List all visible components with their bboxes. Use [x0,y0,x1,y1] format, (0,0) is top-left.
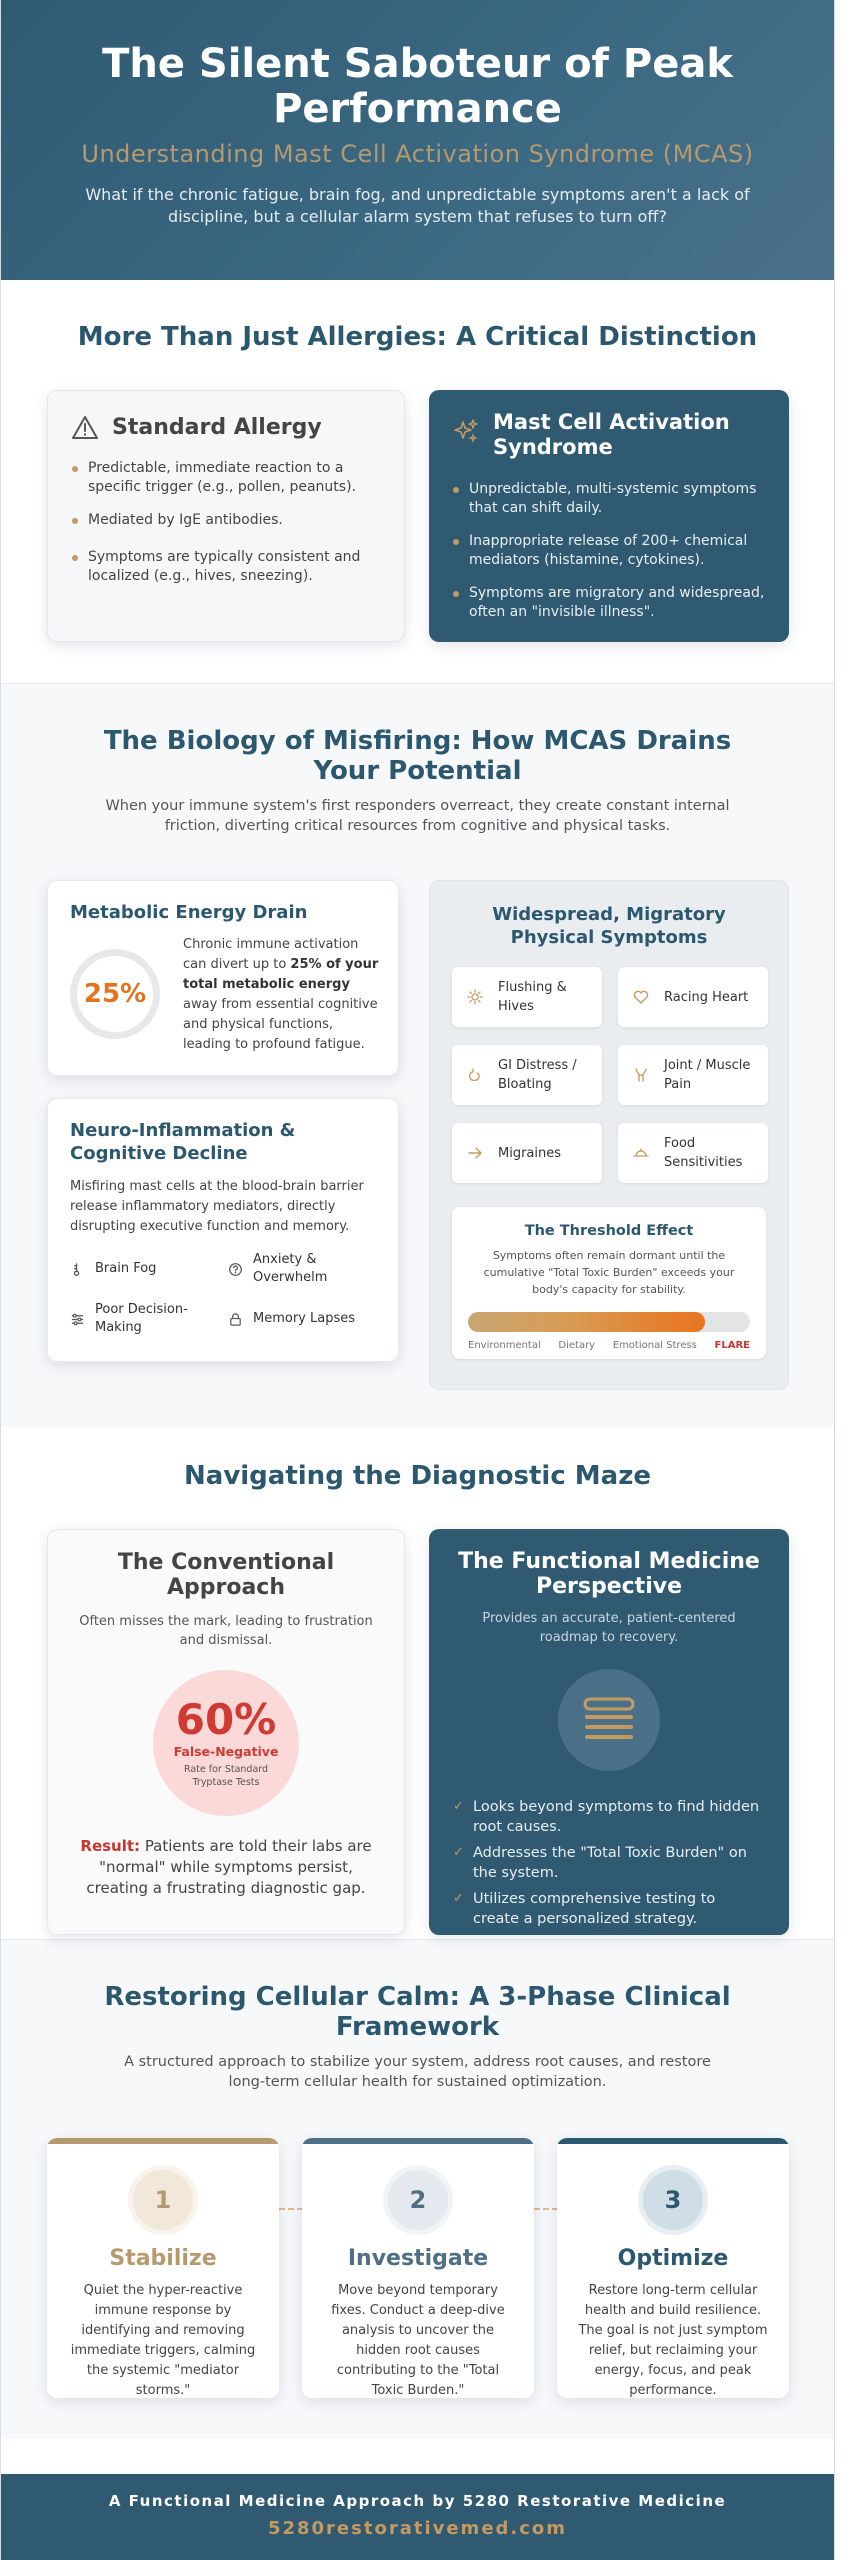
footer-website-link[interactable]: 5280restorativemed.com [267,2518,568,2539]
energy-stat: 25% [83,979,147,1009]
symptom-food-sensitivities: Food Sensitivities [618,1123,768,1183]
framework-subtitle: A structured approach to stabilize your system, address root causes, and restore long-term cellular health for sustained optimization. [124,2054,711,2090]
functional-bullet: ✓ Looks beyond symptoms to find hidden root causes. [453,1797,765,1837]
phase-topbar [557,2138,789,2144]
allergy-bullet: Predictable, immediate reaction to a specific trigger (e.g., pollen, peanuts). [70,459,382,497]
standard-allergy-title: Standard Allergy [112,415,322,440]
threshold-bar-fill [468,1312,705,1332]
conventional-approach-card [47,1529,405,1935]
symptom-migraines: Migraines [452,1123,602,1183]
neuro-title: Neuro-Inflammation & Cognitive Decline [70,1120,296,1164]
conventional-title: The Conventional Approach [117,1550,335,1600]
page-subtitle: Understanding Mast Cell Activation Syndrome (MCAS) [81,140,754,168]
false-negative-percent: 60% [175,1694,277,1744]
mcas-bullet: Inappropriate release of 200+ chemical mediators (histamine, cytokines). [451,532,767,570]
phase-number: 2 [388,2170,448,2230]
sparkles-icon [451,416,481,446]
page-title: The Silent Saboteur of Peak Performance [102,41,733,132]
biology-title: The Biology of Misfiring: How MCAS Drains Your Potential [103,726,732,786]
sun-icon [466,988,484,1006]
energy-gauge [70,949,160,1039]
mcas-bullet: Symptoms are migratory and widespread, often an "invisible illness". [451,584,767,622]
threshold-title: The Threshold Effect [524,1223,694,1239]
functional-bullet: ✓ Addresses the "Total Toxic Burden" on the system. [453,1843,765,1883]
phase-text: Quiet the hyper-reactive immune response by identifying and removing immediate triggers, calming the systemic "mediator storms." [70,2283,256,2398]
allergy-bullet: Mediated by IgE antibodies. [70,511,382,530]
conventional-result: Result: Patients are told their labs are "normal" while symptoms persist, creating a frustrating diagnostic gap. [80,1837,372,1897]
dish-icon [632,1144,650,1162]
framework-section [1,1939,834,2439]
phase-connector [534,2208,558,2210]
biology-subtitle: When your immune system's first responders overreact, they create constant internal friction, diverting critical resources from cognitive and physical tasks. [105,798,730,834]
physical-symptoms-panel [429,880,789,1390]
threshold-effect-card [452,1207,766,1359]
stomach-icon [466,1066,484,1084]
bar-label-environmental: Environmental [468,1340,541,1351]
functional-title: The Functional Medicine Perspective [458,1549,760,1599]
layers-icon-circle [558,1669,660,1771]
threshold-desc: Symptoms often remain dormant until the cumulative "Total Toxic Burden" exceeds your body's capacity for stability. [483,1249,735,1296]
neuro-item-anxiety: Anxiety & Overwhelm [228,1251,378,1287]
metabolic-text: Chronic immune activation can divert up to 25% of your total metabolic energy away from essential cognitive and physical functions, leading to profound fatigue. [183,937,379,1052]
thermometer-icon [70,1262,85,1277]
phase-title: Stabilize [109,2246,217,2271]
joint-icon [632,1066,650,1084]
functional-medicine-card [429,1529,789,1935]
bar-label-flare: FLARE [714,1340,750,1351]
false-negative-note: Rate for Standard Tryptase Tests [183,1763,269,1788]
diagnostic-section [1,1427,834,1939]
layers-icon [581,1695,637,1745]
functional-bullet: ✓ Utilizes comprehensive testing to create a personalized strategy. [453,1889,765,1929]
diagnostic-title: Navigating the Diagnostic Maze [184,1461,651,1491]
metabolic-energy-card [47,880,399,1076]
hero-banner [1,0,834,280]
biology-section [1,683,834,1427]
phase-connector [279,2208,303,2210]
arrow-right-icon [466,1144,484,1162]
phase-card-investigate [302,2138,534,2398]
sliders-icon [70,1312,85,1327]
footer-text: A Functional Medicine Approach by 5280 Restorative Medicine [108,2492,727,2510]
symptom-racing-heart: Racing Heart [618,967,768,1027]
neuro-item-decision-making: Poor Decision-Making [70,1301,228,1337]
standard-allergy-card [47,390,405,642]
symptoms-title: Widespread, Migratory Physical Symptoms [492,904,726,948]
distinction-section [1,280,834,683]
phase-number: 1 [133,2170,193,2230]
footer [1,2474,834,2560]
distinction-title: More Than Just Allergies: A Critical Distinction [77,322,758,352]
phase-card-optimize [557,2138,789,2398]
neuro-desc: Misfiring mast cells at the blood-brain barrier release inflammatory mediators, directly disrupting executive function and memory. [70,1179,364,1234]
mcas-title: Mast Cell Activation Syndrome [493,410,730,459]
false-negative-stat [153,1670,299,1816]
false-negative-label: False-Negative [173,1743,279,1759]
lock-icon [228,1312,243,1327]
phase-title: Investigate [347,2246,489,2271]
phase-text: Restore long-term cellular health and build resilience. The goal is not just symptom relief, but reclaiming your energy, focus, and peak performance. [578,2283,768,2398]
heart-icon [632,988,650,1006]
neuro-item-brain-fog: Brain Fog [70,1251,228,1287]
threshold-bar [468,1312,750,1332]
phase-topbar [47,2138,279,2144]
bar-label-dietary: Dietary [558,1340,596,1351]
symptom-gi-distress: GI Distress / Bloating [452,1045,602,1105]
phase-card-stabilize [47,2138,279,2398]
symptom-flushing: Flushing & Hives [452,967,602,1027]
warning-triangle-icon [70,413,100,443]
mcas-bullet: Unpredictable, multi-systemic symptoms that can shift daily. [451,480,767,518]
framework-title: Restoring Cellular Calm: A 3-Phase Clinical Framework [104,1982,731,2042]
phase-number: 3 [643,2170,703,2230]
phase-text: Move beyond temporary fixes. Conduct a deep-dive analysis to uncover the hidden root causes contributing to the "Total Toxic Burden." [331,2283,505,2398]
hero-lead: What if the chronic fatigue, brain fog, and unpredictable symptoms aren't a lack of discipline, but a cellular alarm system that refuses to turn off? [85,185,750,226]
phase-title: Optimize [617,2246,729,2271]
functional-subtitle: Provides an accurate, patient-centered roadmap to recovery. [482,1611,736,1645]
bar-label-emotional-stress: Emotional Stress [612,1340,697,1351]
phase-topbar [302,2138,534,2144]
neuro-item-memory-lapses: Memory Lapses [228,1301,378,1337]
allergy-bullet: Symptoms are typically consistent and localized (e.g., hives, sneezing). [70,548,382,586]
mcas-card [429,390,789,642]
neuro-inflammation-card [47,1098,399,1362]
question-circle-icon [228,1262,243,1277]
metabolic-title: Metabolic Energy Drain [70,902,308,923]
symptom-joint-pain: Joint / Muscle Pain [618,1045,768,1105]
conventional-subtitle: Often misses the mark, leading to frustration and dismissal. [79,1614,373,1648]
